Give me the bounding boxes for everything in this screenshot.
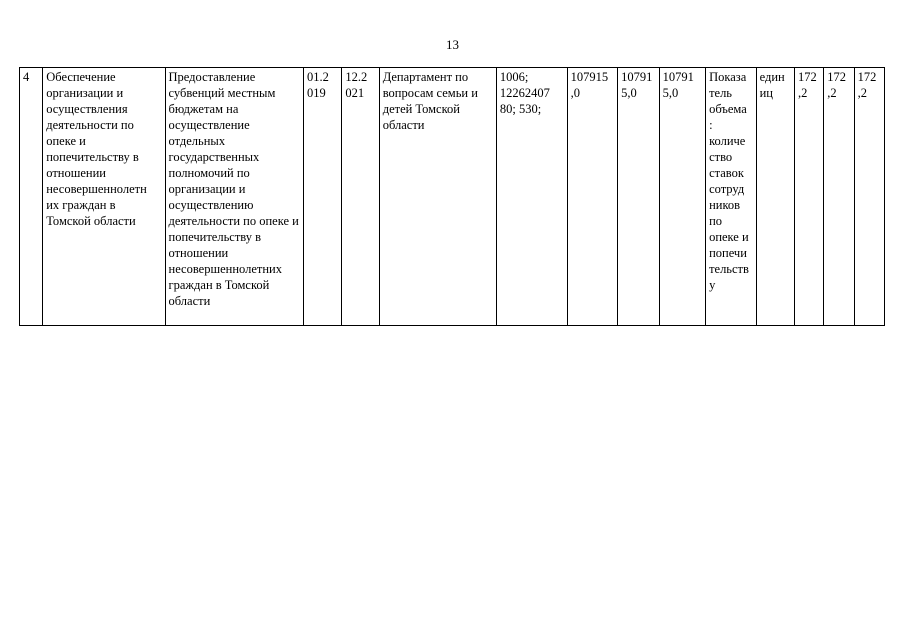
event-name-cell: Обеспечение организации и осуществления деятельности по опеке и попечительству в отношении несовершеннолетн их граждан в Томской области [43,68,165,326]
indicator-value-1-cell: 172 ,2 [794,68,823,326]
activity-name-cell: Предоставление субвенций местным бюджетам на осуществление отдельных государственных полномочий по организации и осуществлению деятельности по опеке и попечительству в отношении несовершеннолетних граждан в Томской области [165,68,303,326]
funding-value-3-cell: 10791 5,0 [659,68,705,326]
page-number: 13 [446,37,459,52]
indicator-name-cell: Показа тель объема : количе ство ставок сотруд ников по опеке и попечи тельств у [706,68,757,326]
program-table [19,67,885,326]
indicator-value-2-cell: 172 ,2 [824,68,854,326]
budget-code-cell: 1006; 12262407 80; 530; [496,68,567,326]
funding-value-2-cell: 10791 5,0 [618,68,659,326]
indicator-value-3-cell: 172 ,2 [854,68,884,326]
executor-cell: Департамент по вопросам семьи и детей Томской области [379,68,496,326]
row-number-cell: 4 [20,68,43,326]
funding-value-1-cell: 107915 ,0 [567,68,618,326]
start-date-cell: 01.2 019 [303,68,341,326]
table-row [20,68,885,326]
end-date-cell: 12.2 021 [342,68,379,326]
indicator-unit-cell: един иц [756,68,794,326]
